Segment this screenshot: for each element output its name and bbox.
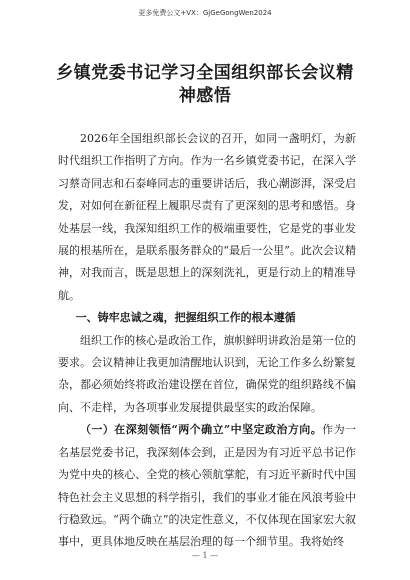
subsection-text: 作为一名基层党委书记，我深刻体会到，正是因为有习近平总书记作为党中央的核心、全党的核心领航掌舵，有习近平新时代中国特色社会主义思想的科学指引，我们的事业才能在风浪考验中行稳致远。“两个确立”的决定性意义，不仅体现在国家宏大叙事中，更具体地反映在基层治理的每一个细节里。我将始终 (58, 423, 357, 549)
subsection-heading: （一）在深刻领悟“两个确立”中坚定政治方向。 (80, 423, 323, 437)
document-body (58, 128, 356, 554)
section-paragraph: 组织工作的核心是政治工作，旗帜鲜明讲政治是第一位的要求。会议精神让我更加清醒地认识到，无论工作多么纷繁复杂，都必须始终将政治建设摆在首位，确保党的组织路线不偏向、不走样，为各项事业发展提供最坚实的政治保障。 (58, 333, 356, 414)
page-number: — 1 — (191, 551, 219, 560)
intro-paragraph: 2026年全国组织部长会议的召开，如同一盏明灯，为新时代组织工作指明了方向。作为一名乡镇党委书记，在深入学习蔡奇同志和石泰峰同志的重要讲话后，我心潮澎湃，深受启发，对如何在新征程上履职尽责有了更深刻的思考和感悟。身处基层一线，我深知组织工作的极端重要性，它是党的事业发展的根基所在，是联系服务群众的“最后一公里”。此次会议精神，对我而言，既是思想上的深刻洗礼，更是行动上的精准导航。 (58, 132, 356, 302)
subsection-paragraph (58, 419, 356, 553)
document-title: 乡镇党委书记学习全国组织部长会议精神感悟 (56, 63, 354, 106)
header-note: 更多免费公文+VX：GjGeGongWen2024 (138, 9, 272, 17)
section-heading: 一、铸牢忠诚之魂，把握组织工作的根本遵循 (75, 311, 296, 325)
